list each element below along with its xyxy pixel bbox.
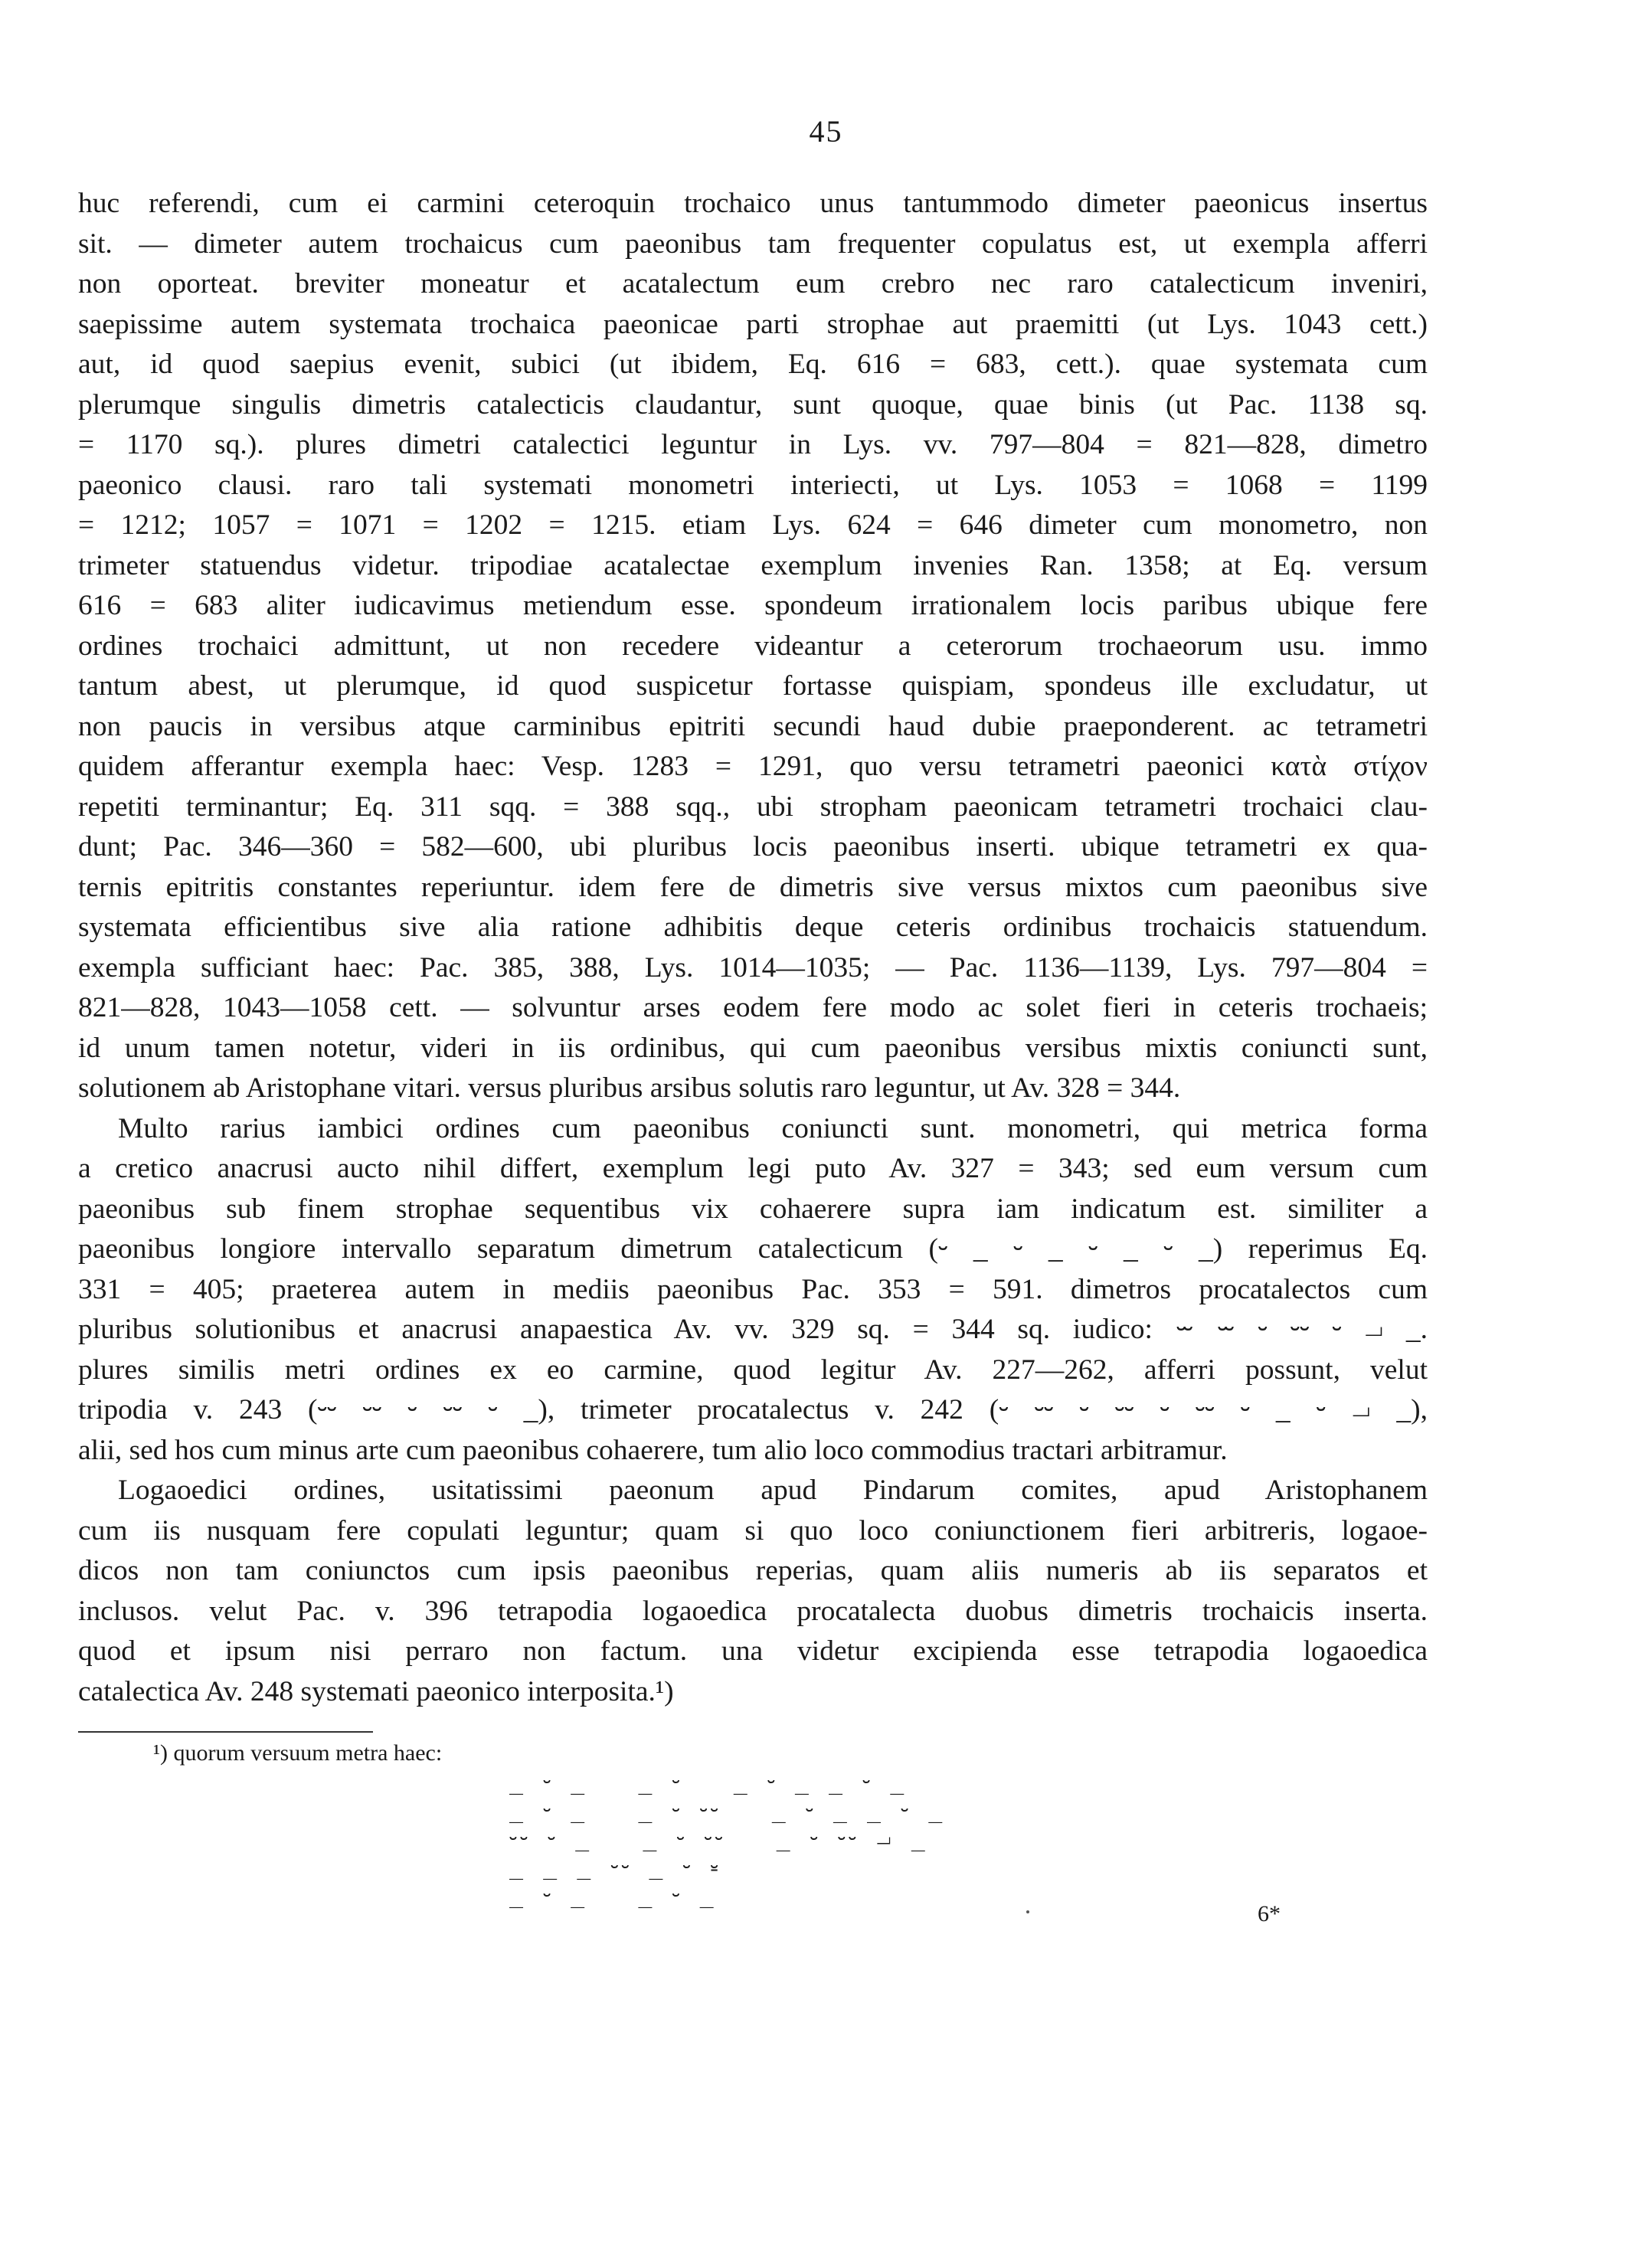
signature-mark: 6* — [1258, 1901, 1281, 1926]
metre-line: _ ⏑ _ _ ⏑ _ — [509, 1882, 717, 1909]
text-line: plures similis metri ordines ex eo carmine, quod legitur Av. 227—262, afferri possunt, velut — [78, 1353, 1428, 1386]
text-line: paeonico clausi. raro tali systemati monometri interiecti, ut Lys. 1053 = 1068 = 1199 — [78, 469, 1428, 501]
footnote-divider — [78, 1731, 373, 1733]
text-line: alii, sed hos cum minus arte cum paeonibus cohaerere, tum alio loco commodius tractari arbitramur. — [78, 1434, 1228, 1466]
text-line: plerumque singulis dimetris catalecticis claudantur, sunt quoque, quae binis (ut Pac. 1138 sq. — [78, 388, 1428, 421]
text-line: saepissime autem systemata trochaica paeonicae parti strophae aut praemitti (ut Lys. 1043 cett.) — [78, 308, 1428, 340]
text-line: repetiti terminantur; Eq. 311 sqq. = 388 sqq., ubi stropham paeonicam tetrametri trochaici clau- — [78, 790, 1428, 823]
metre-line: _ ⏑ _ _ ⏑ ⏑⏑ _ ⏑ _ _ ⏑ _ — [509, 1797, 946, 1824]
text-line: tripodia v. 243 (⏑⏑ ⏑⏑ ⏑ ⏑⏑ ⏑ _), trimeter procatalectus v. 242 (⏑ ⏑⏑ ⏑ ⏑⏑ ⏑ ⏑⏑ ⏑ _ ⏑ ⏗ _), — [78, 1394, 1428, 1426]
text-line: dicos non tam coniunctos cum ipsis paeonibus reperias, quam aliis numeris ab iis separatos et — [78, 1555, 1428, 1586]
body-text — [78, 184, 1428, 1712]
text-line: 821—828, 1043—1058 cett. — solvuntur arses eodem fere modo ac solet fieri in ceteris trochaeis; — [78, 992, 1428, 1023]
text-line: ternis epitritis constantes reperiuntur. idem fere de dimetris sive versus mixtos cum paeonibus sive — [78, 871, 1428, 903]
text-line: pluribus solutionibus et anacrusi anapaestica Av. vv. 329 sq. = 344 sq. iudico: ⏖ ⏖ ⏑ ⏑⏑ ⏑ ⏗ _. — [78, 1314, 1428, 1345]
text-line: quod et ipsum nisi perraro non factum. una videtur excipienda esse tetrapodia logaoedica — [78, 1635, 1428, 1667]
text-line: 616 = 683 aliter iudicavimus metiendum esse. spondeum irrationalem locis paribus ubique fere — [78, 590, 1428, 621]
text-line: huc referendi, cum ei carmini ceteroquin trochaico unus tantummodo dimeter paeonicus insertus — [78, 188, 1428, 219]
text-line: non paucis in versibus atque carminibus epitriti secundi haud dubie praeponderent. ac tetrametri — [78, 710, 1428, 742]
text-line: trimeter statuendus videtur. tripodiae acatalectae exemplum invenies Ran. 1358; at Eq. versum — [78, 549, 1428, 581]
text-line: solutionem ab Aristophane vitari. versus pluribus arsibus solutis raro leguntur, ut Av. 328 = 344. — [78, 1072, 1181, 1104]
page-number: 45 — [809, 114, 843, 149]
text-line: quidem afferantur exempla haec: Vesp. 1283 = 1291, quo versu tetrametri paeonici κατὰ στίχον — [78, 751, 1428, 782]
text-line: Logaoedici ordines, usitatissimi paeonum apud Pindarum comites, apud Aristophanem — [118, 1475, 1428, 1506]
metre-line: _ _ _ ⏑⏑ _ ⏑ ⏓ — [509, 1854, 721, 1880]
metre-line: ⏑⏑ ⏑ _ _ ⏑ ⏑⏑ _ ⏑ ⏑⏑ ⏗ _ — [509, 1825, 928, 1852]
text-line: cum iis nusquam fere copulati leguntur; quam si quo loco coniunctionem fieri arbitreris, logaoe- — [78, 1514, 1428, 1547]
text-line: catalectica Av. 248 systemati paeonico interposita.¹) — [78, 1675, 674, 1707]
text-line: = 1212; 1057 = 1071 = 1202 = 1215. etiam Lys. 624 = 646 dimeter cum monometro, non — [78, 509, 1428, 541]
text-line: inclusos. velut Pac. v. 396 tetrapodia logaoedica procatalecta duobus dimetris trochaicis inserta. — [78, 1595, 1428, 1627]
text-line: ordines trochaici admittunt, ut non recedere videantur a ceterorum trochaeorum usu. immo — [78, 630, 1428, 662]
text-line: aut, id quod saepius evenit, subici (ut ibidem, Eq. 616 = 683, cett.). quae systemata cum — [78, 349, 1428, 380]
text-line: id unum tamen notetur, videri in iis ordinibus, qui cum paeonibus versibus mixtis coniuncti sunt, — [78, 1032, 1428, 1064]
text-line: systemata efficientibus sive alia ratione adhibitis deque ceteris ordinibus trochaicis statuendum. — [78, 912, 1428, 943]
footnote-intro: ¹) quorum versuum metra haec: — [153, 1740, 443, 1766]
metre-line: _ ⏑ _ _ ⏑ _ ⏑ _ _ ⏑ _ — [509, 1769, 908, 1795]
ink-speck — [1026, 1910, 1029, 1913]
text-line: exempla sufficiant haec: Pac. 385, 388, Lys. 1014—1035; — Pac. 1136—1139, Lys. 797—804 = — [78, 951, 1428, 984]
footnote-metra — [509, 1768, 945, 1910]
text-line: paeonibus longiore intervallo separatum dimetrum catalecticum (⏑ _ ⏑ _ ⏑ _ ⏑ _) reperimus Eq. — [78, 1233, 1428, 1265]
text-line: sit. — dimeter autem trochaicus cum paeonibus tam frequenter copulatus est, ut exempla afferri — [78, 227, 1428, 260]
text-line: paeonibus sub finem strophae sequentibus vix cohaerere supra iam indicatum est. similiter a — [78, 1193, 1428, 1225]
text-line: non oporteat. breviter moneatur et acatalectum eum crebro nec raro catalecticum inveniri, — [78, 268, 1428, 300]
text-line: Multo rarius iambici ordines cum paeonibus coniuncti sunt. monometri, qui metrica forma — [118, 1112, 1428, 1144]
text-line: = 1170 sq.). plures dimetri catalectici leguntur in Lys. vv. 797—804 = 821—828, dimetro — [78, 429, 1428, 460]
text-line: dunt; Pac. 346—360 = 582—600, ubi pluribus locis paeonibus inserti. ubique tetrametri ex qua- — [78, 831, 1428, 863]
text-line: a cretico anacrusi aucto nihil differt, exemplum legi puto Av. 327 = 343; sed eum versum cum — [78, 1153, 1428, 1184]
text-line: 331 = 405; praeterea autem in mediis paeonibus Pac. 353 = 591. dimetros procatalectos cum — [78, 1273, 1428, 1305]
text-line: tantum abest, ut plerumque, id quod suspicetur fortasse quispiam, spondeus ille excludatur, ut — [78, 670, 1428, 702]
